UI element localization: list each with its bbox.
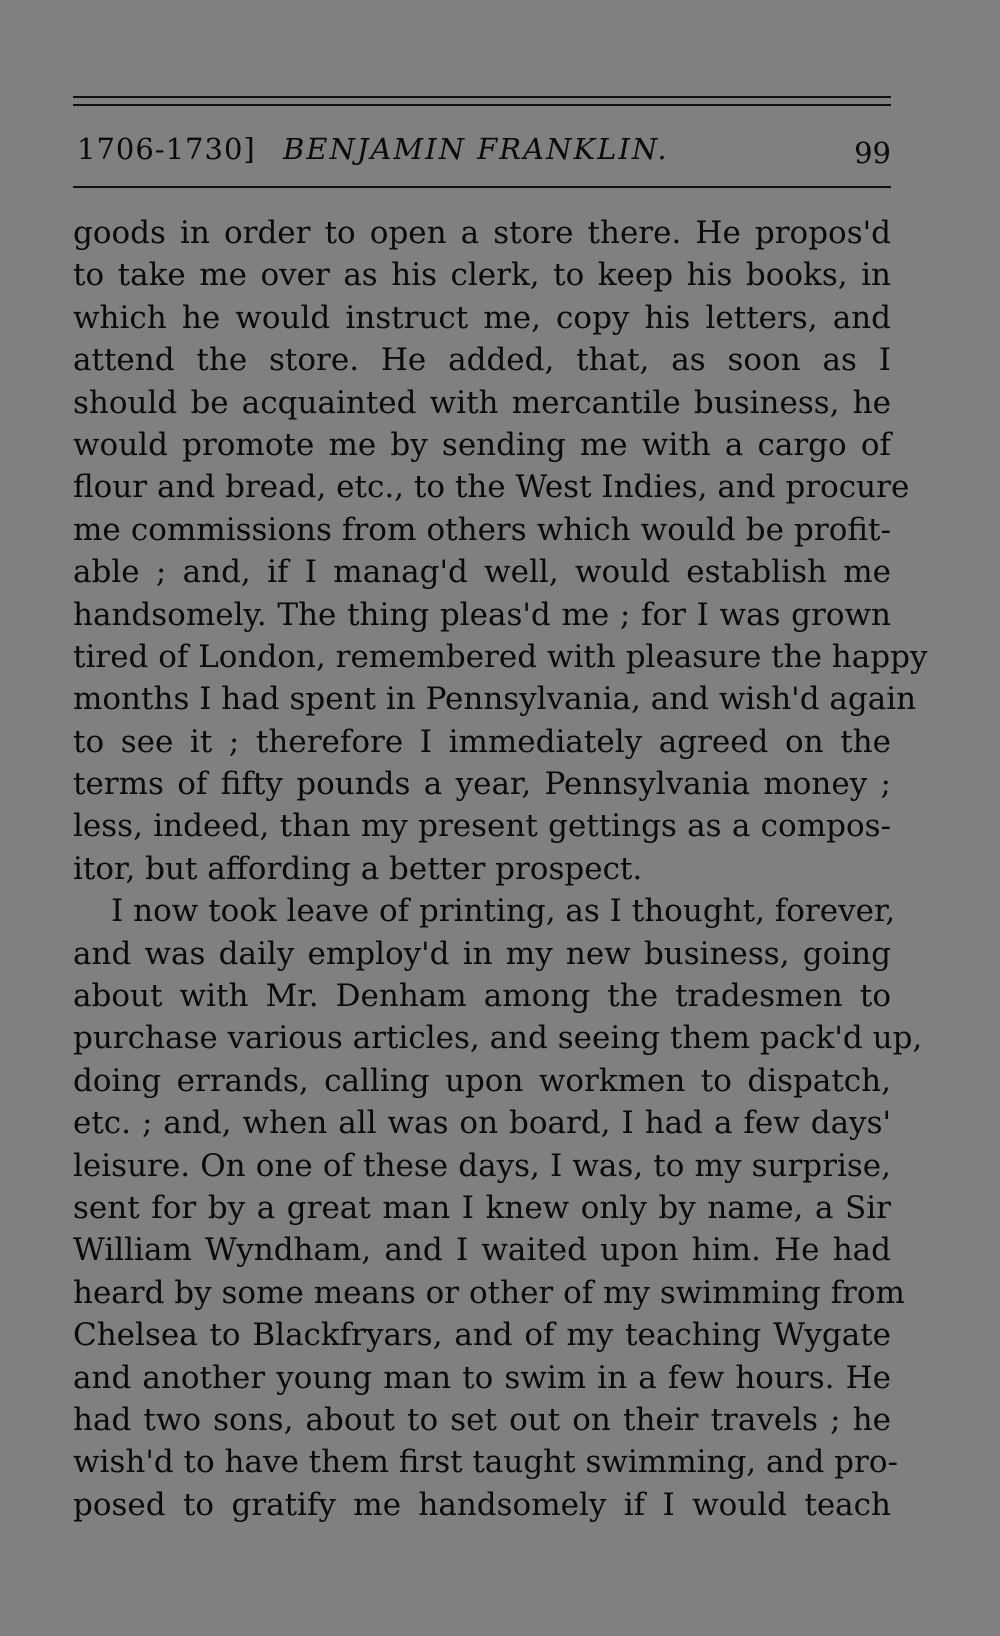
running-header (73, 126, 891, 172)
header-title: BENJAMIN FRANKLIN. (283, 132, 669, 166)
text-line: and another young man to swim in a few hours. He (73, 1359, 891, 1396)
text-line: me commissions from others which would be profit- (73, 511, 891, 548)
text-line: wish'd to have them first taught swimming, and pro- (73, 1444, 898, 1481)
text-line: months I had spent in Pennsylvania, and wish'd again (73, 681, 917, 718)
text-line: I now took leave of printing, as I thought, forever, (111, 893, 896, 930)
text-line: to take me over as his clerk, to keep his books, in (73, 257, 891, 294)
page-number: 99 (854, 136, 891, 170)
text-line: and was daily employ'd in my new business, going (73, 935, 891, 972)
body-text (73, 212, 928, 1526)
text-line: sent for by a great man I knew only by name, a Sir (73, 1189, 891, 1226)
text-line: would promote me by sending me with a cargo of (73, 426, 891, 463)
text-line: William Wyndham, and I waited upon him. He had (73, 1232, 891, 1269)
text-line: handsomely. The thing pleas'd me ; for I was grown (73, 596, 891, 633)
text-line: itor, but affording a better prospect. (73, 850, 643, 887)
text-line: able ; and, if I manag'd well, would establish me (73, 554, 891, 591)
text-line: less, indeed, than my present gettings as a compos- (73, 808, 891, 845)
text-line: etc. ; and, when all was on board, I had a few days' (73, 1105, 891, 1142)
text-line: doing errands, calling upon workmen to dispatch, (73, 1062, 891, 1099)
text-line: had two sons, about to set out on their travels ; he (73, 1401, 891, 1438)
text-line: about with Mr. Denham among the tradesmen to (73, 978, 891, 1015)
top-rule (73, 96, 891, 98)
text-line: goods in order to open a store there. He propos'd (73, 215, 891, 251)
text-line: to see it ; therefore I immediately agreed on the (73, 723, 891, 760)
text-line: Chelsea to Blackfryars, and of my teaching Wygate (73, 1317, 891, 1354)
text-line: attend the store. He added, that, as soon as I (73, 342, 891, 379)
header-rule (73, 186, 891, 188)
text-line: posed to gratify me handsomely if I would teach (73, 1486, 891, 1523)
text-line: heard by some means or other of my swimming from (73, 1274, 905, 1311)
top-rule-secondary (73, 104, 891, 106)
text-line: terms of fifty pounds a year, Pennsylvania money ; (73, 766, 891, 803)
text-line: flour and bread, etc., to the West Indies, and procure (73, 469, 910, 506)
text-line: tired of London, remembered with pleasure the happy (73, 638, 928, 675)
header-years: 1706-1730] (77, 132, 256, 166)
text-line: leisure. On one of these days, I was, to my surprise, (73, 1147, 891, 1184)
text-line: should be acquainted with mercantile business, he (73, 384, 891, 421)
text-line: purchase various articles, and seeing them pack'd up, (73, 1020, 923, 1057)
text-line: which he would instruct me, copy his letters, and (73, 299, 891, 336)
